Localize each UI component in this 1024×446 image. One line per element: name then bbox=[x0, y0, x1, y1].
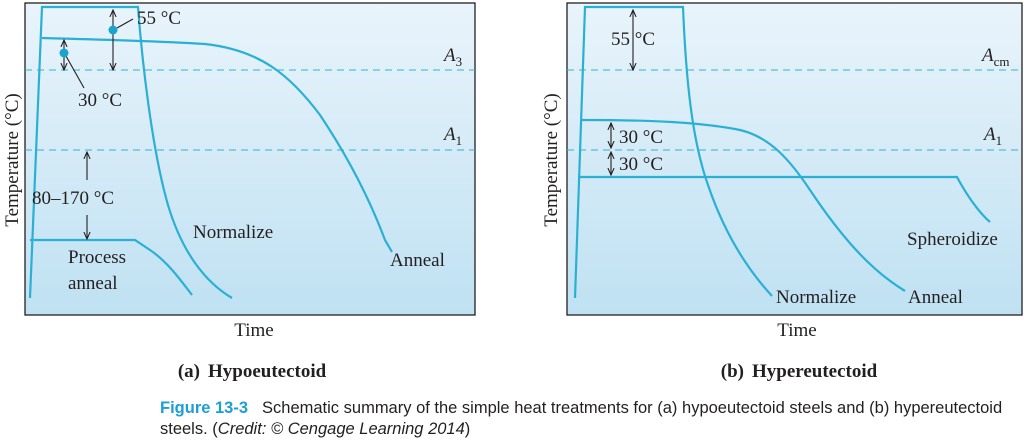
panel-a-30-marker bbox=[60, 49, 69, 58]
panel-a-anneal-label: Anneal bbox=[390, 250, 445, 271]
figure-caption bbox=[160, 398, 1020, 440]
caption-close: ) bbox=[464, 420, 471, 438]
panel-b-label-55: 55 °C bbox=[611, 29, 656, 50]
panel-b-label-30-lower: 30 °C bbox=[619, 154, 664, 175]
panel-a-process-label-1: Process bbox=[68, 247, 127, 268]
caption-credit: Credit: © Cengage Learning 2014 bbox=[217, 420, 465, 438]
panel-b bbox=[541, 3, 1022, 382]
panel-a-label-30: 30 °C bbox=[78, 90, 123, 111]
panel-b-anneal-label: Anneal bbox=[908, 287, 963, 308]
panel-a-ylabel: Temperature (°C) bbox=[2, 93, 23, 227]
panel-a-subtitle: (a) Hypoeutectoid bbox=[177, 361, 327, 382]
panel-a-A3-label: $A_3$ bbox=[444, 45, 463, 69]
panel-b-A1-label: $A_1$ bbox=[984, 124, 1003, 148]
panel-a-A1-label: $A_1$ bbox=[444, 124, 463, 148]
panel-a-55-marker bbox=[109, 26, 118, 35]
panel-b-Acm-label: $A_{cm}$ bbox=[982, 45, 1010, 69]
panel-a-label-55: 55 °C bbox=[137, 8, 182, 29]
caption-text: Schematic summary of the simple heat treatments for (a) hypoeutectoid steels and (b) hypereutectoid steels. ( bbox=[160, 399, 1003, 438]
panel-b-spheroidize-label: Spheroidize bbox=[907, 229, 998, 250]
panel-b-xlabel: Time bbox=[777, 320, 817, 341]
panel-a-normalize-label: Normalize bbox=[193, 222, 274, 243]
panel-b-label-30-upper: 30 °C bbox=[619, 127, 664, 148]
panel-b-ylabel: Temperature (°C) bbox=[541, 93, 562, 227]
panel-a-xlabel: Time bbox=[234, 320, 274, 341]
panel-b-subtitle: (b) Hypereutectoid bbox=[720, 361, 878, 382]
panel-a-label-80-170: 80–170 °C bbox=[32, 188, 115, 209]
panel-b-normalize-label: Normalize bbox=[776, 287, 857, 308]
panel-a-process-label-2: anneal bbox=[68, 273, 118, 294]
figure-label: Figure 13-3 bbox=[160, 399, 249, 417]
panel-a bbox=[2, 3, 475, 382]
